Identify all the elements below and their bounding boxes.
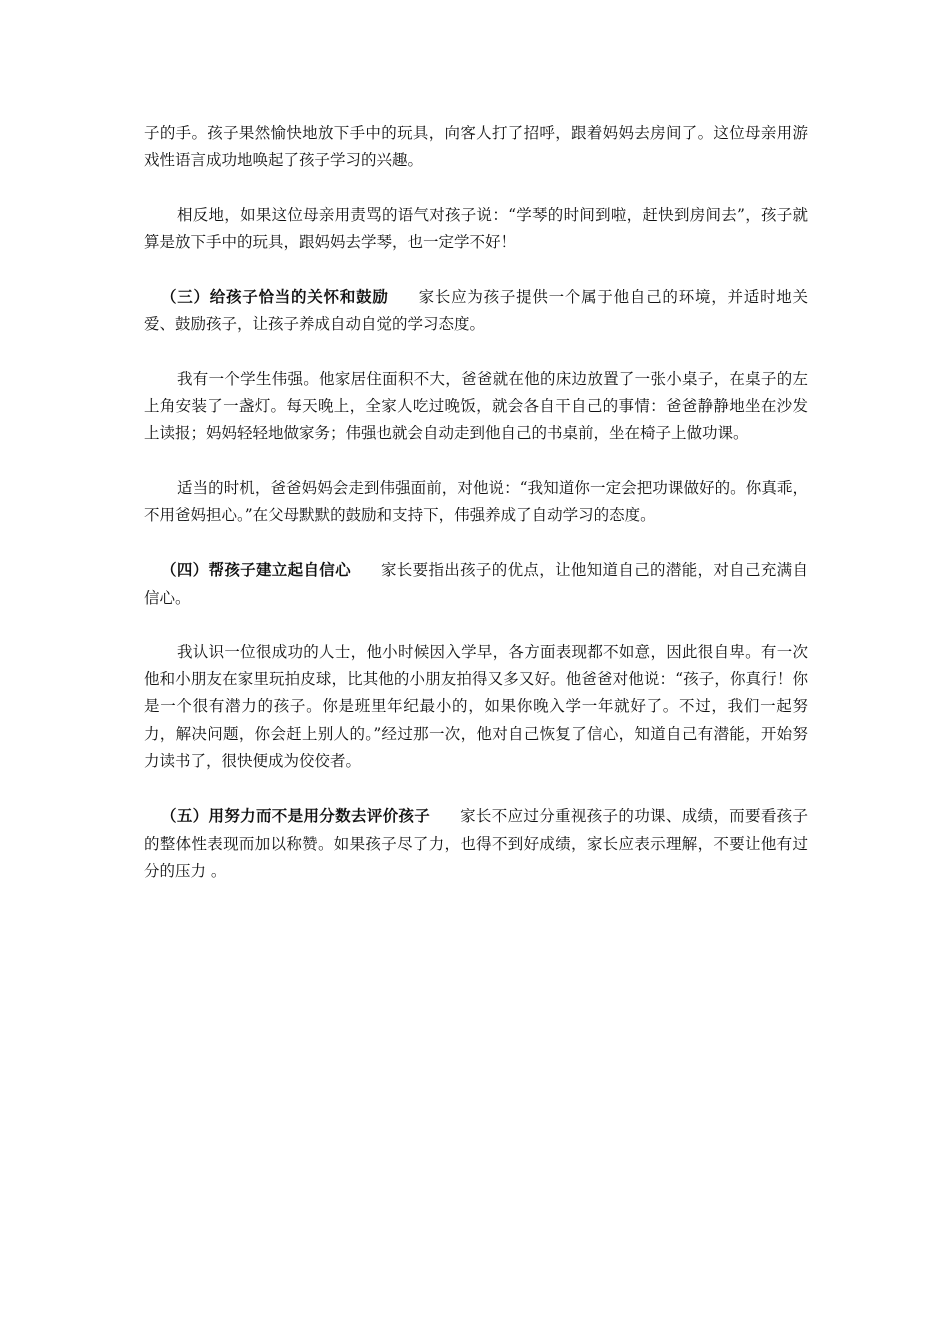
document-body (144, 120, 808, 912)
paragraph-continuation (144, 120, 808, 175)
paragraph-text: 我有一个学生伟强。他家居住面积不大，爸爸就在他的床边放置了一张小桌子，在桌子的左上角安装了一盏灯。每天晚上，全家人吃过晚饭，就会各自干自己的事情：爸爸静静地坐在沙发上读报；妈妈轻轻地做家务；伟强也就会自动走到他自己的书桌前，坐在椅子上做功课。 (144, 369, 808, 443)
paragraph-text: 相反地，如果这位母亲用责骂的语气对孩子说：“学琴的时间到啦，赶快到房间去”，孩子就算是放下手中的玩具，跟妈妈去学琴，也一定学不好！ (144, 205, 808, 251)
paragraph-parents-encourage (144, 475, 808, 530)
section-heading: （三）给孩子恰当的关怀和鼓励 (161, 287, 389, 307)
section-care-encouragement (144, 283, 808, 339)
paragraph-contrast-example (144, 202, 808, 257)
paragraph-text: 适当的时机，爸爸妈妈会走到伟强面前，对他说：“我知道你一定会把功课做好的。你真乖，不用爸妈担心。”在父母默默的鼓励和支持下，伟强养成了自动学习的态度。 (144, 478, 808, 524)
paragraph-success-story (144, 639, 808, 775)
section-build-confidence (144, 556, 808, 612)
section-heading: （四）帮孩子建立起自信心 (161, 560, 351, 580)
paragraph-text: 我认识一位很成功的人士，他小时候因入学早，各方面表现都不如意，因此很自卑。有一次他和小朋友在家里玩拍皮球，比其他的小朋友拍得又多又好。他爸爸对他说：“孩子，你真行！你是一个很有潜力的孩子。你是班里年纪最小的，如果你晚入学一年就好了。不过，我们一起努力，解决问题，你会赶上别人的。”经过那一次，他对自己恢复了信心，知道自己有潜能，开始努力读书了，很快便成为佼佼者。 (144, 642, 808, 771)
section-text: 家长要指出孩子的优点，让他知道自己的潜能，对自己充满自信心。 (144, 561, 808, 607)
paragraph-text: 子的手。孩子果然愉快地放下手中的玩具，向客人打了招呼，跟着妈妈去房间了。这位母亲用游戏性语言成功地唤起了孩子学习的兴趣。 (144, 124, 808, 170)
section-heading: （五）用努力而不是用分数去评价孩子 (161, 806, 431, 826)
paragraph-student-story (144, 366, 808, 448)
section-text: 家长应为孩子提供一个属于他自己的环境，并适时地关爱、鼓励孩子，让孩子养成自动自觉的学习态度。 (144, 288, 808, 334)
section-evaluate-effort (144, 802, 808, 885)
section-text: 家长不应过分重视孩子的功课、成绩，而要看孩子的整体性表现而加以称赞。如果孩子尽了力，也得不到好成绩，家长应表示理解，不要让他有过分的压力 。 (144, 807, 808, 880)
